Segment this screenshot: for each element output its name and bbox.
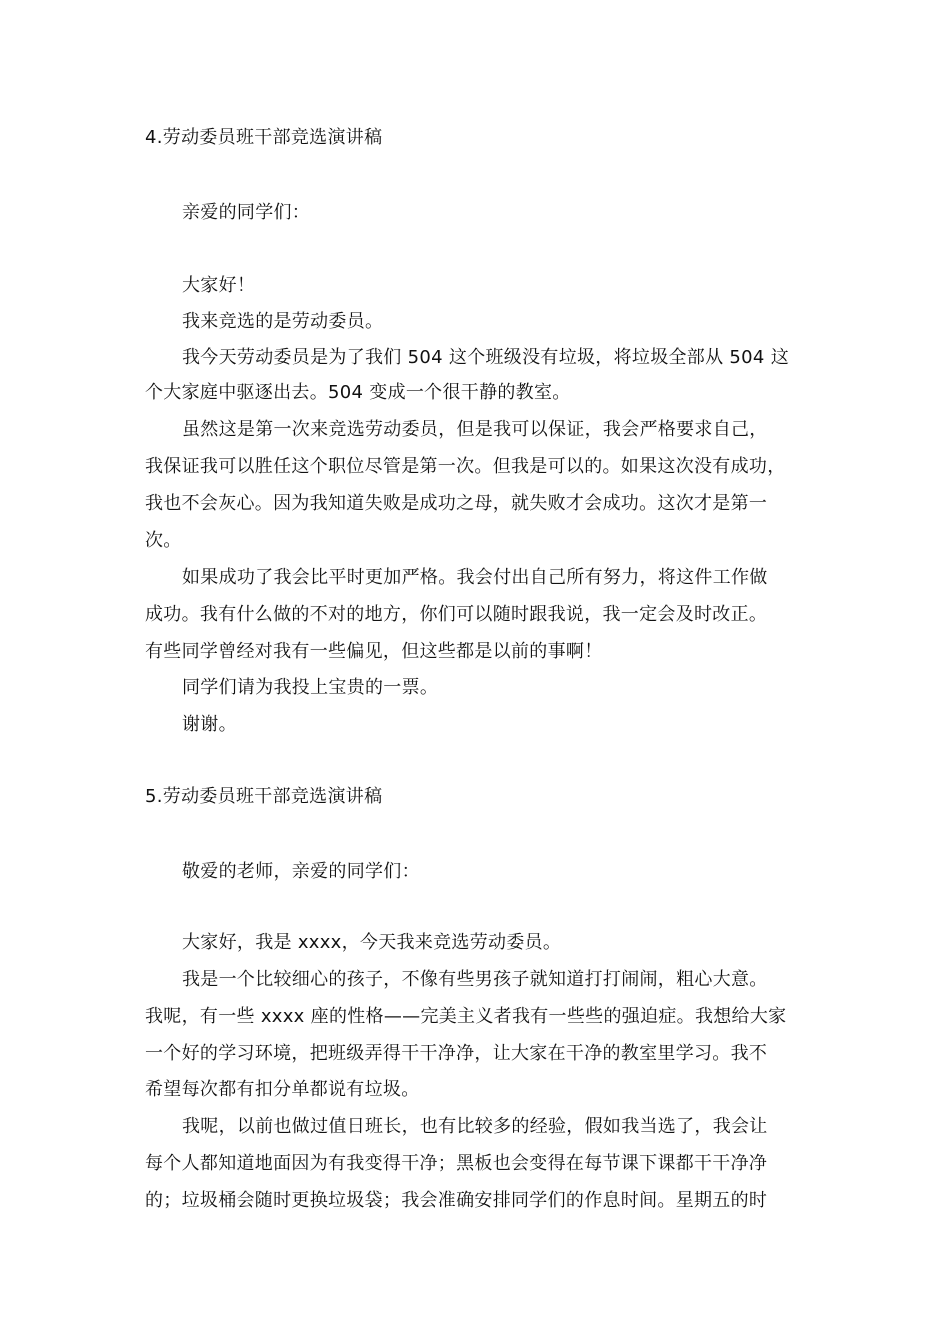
paragraph-line: 一个好的学习环境，把班级弄得干干净净，让大家在干净的教室里学习。我不 <box>145 1043 768 1064</box>
paragraph-line: 每个人都知道地面因为有我变得干净；黑板也会变得在每节课下课都干干净净 <box>145 1153 768 1174</box>
paragraph-line: 我也不会灰心。因为我知道失败是成功之母，就失败才会成功。这次才是第一 <box>145 493 768 514</box>
paragraph-line: 大家好，我是 xxxx，今天我来竞选劳动委员。 <box>182 932 562 953</box>
paragraph-line: 希望每次都有扣分单都说有垃圾。 <box>145 1079 420 1100</box>
paragraph-line: 虽然这是第一次来竞选劳动委员，但是我可以保证，我会严格要求自己， <box>182 419 768 440</box>
paragraph-line: 的；垃圾桶会随时更换垃圾袋；我会准确安排同学们的作息时间。星期五的时 <box>145 1190 768 1211</box>
paragraph-line: 我来竞选的是劳动委员。 <box>182 311 384 332</box>
paragraph-line: 次。 <box>145 530 182 551</box>
paragraph-line: 大家好！ <box>182 275 256 296</box>
paragraph-line: 我呢，有一些 xxxx 座的性格——完美主义者我有一些些的强迫症。我想给大家 <box>145 1006 787 1027</box>
paragraph-line: 我保证我可以胜任这个职位尽管是第一次。但我是可以的。如果这次没有成功， <box>145 456 786 477</box>
paragraph-line: 我今天劳动委员是为了我们 504 这个班级没有垃圾，将垃圾全部从 504 这 <box>182 347 789 368</box>
paragraph-line: 如果成功了我会比平时更加严格。我会付出自己所有努力，将这件工作做 <box>182 567 768 588</box>
paragraph-line: 成功。我有什么做的不对的地方，你们可以随时跟我说，我一定会及时改正。 <box>145 604 768 625</box>
paragraph-line: 有些同学曾经对我有一些偏见，但这些都是以前的事啊！ <box>145 641 603 662</box>
salutation: 敬爱的老师，亲爱的同学们： <box>182 861 420 882</box>
paragraph-line: 我是一个比较细心的孩子，不像有些男孩子就知道打打闹闹，粗心大意。 <box>182 969 768 990</box>
salutation: 亲爱的同学们： <box>182 202 311 223</box>
paragraph-line: 同学们请为我投上宝贵的一票。 <box>182 677 439 698</box>
paragraph-line: 个大家庭中驱逐出去。504 变成一个很干静的教室。 <box>145 382 571 403</box>
paragraph-line: 我呢，以前也做过值日班长，也有比较多的经验，假如我当选了，我会让 <box>182 1116 768 1137</box>
section-heading: 5.劳动委员班干部竞选演讲稿 <box>145 786 383 807</box>
section-heading: 4.劳动委员班干部竞选演讲稿 <box>145 127 383 148</box>
paragraph-line: 谢谢。 <box>182 714 237 735</box>
